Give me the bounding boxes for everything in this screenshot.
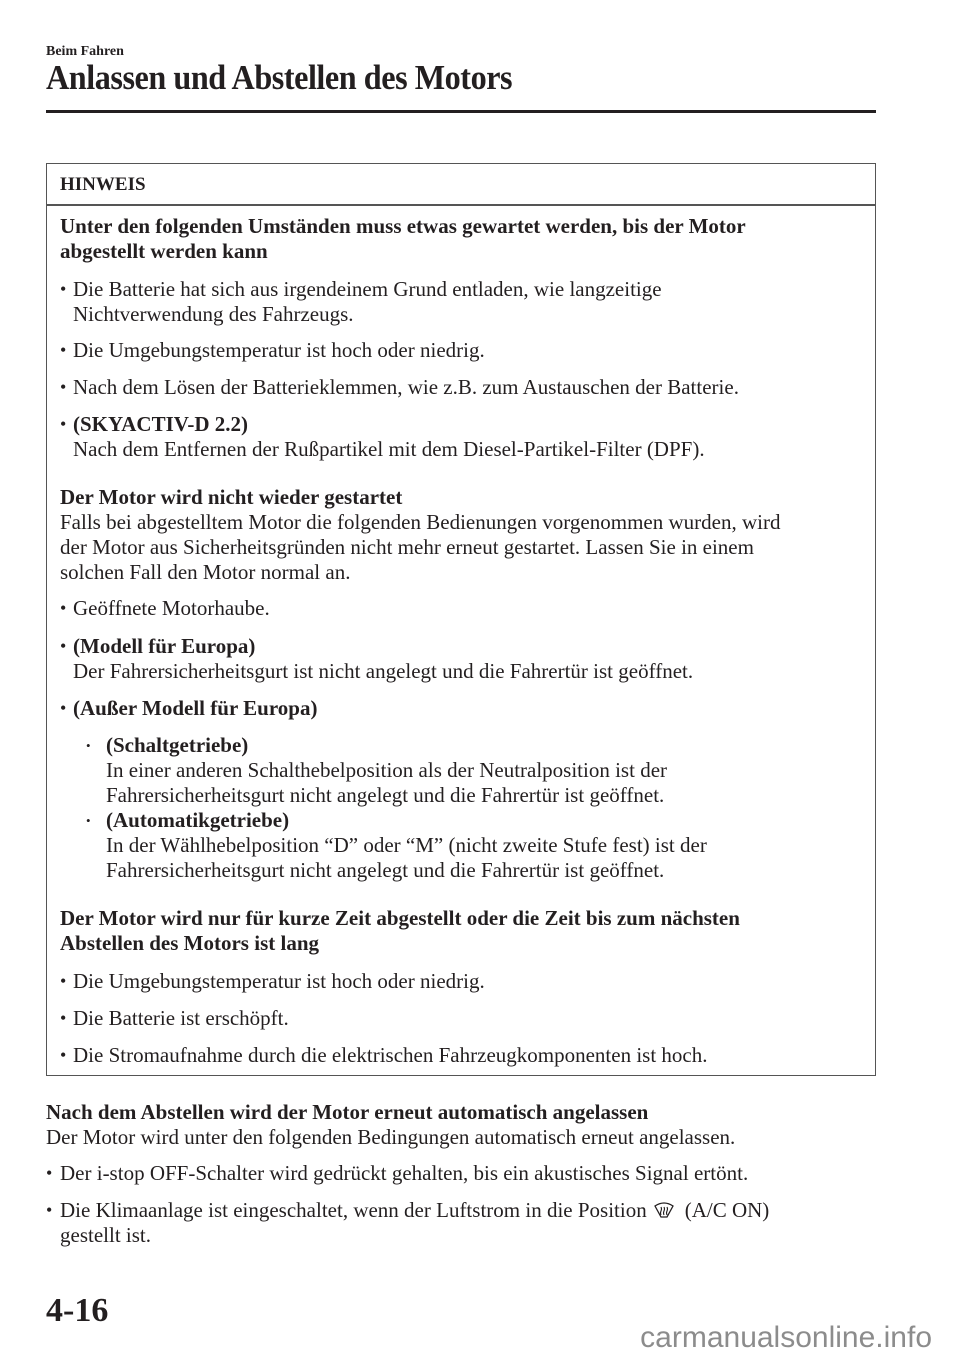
section-label: Beim Fahren (46, 44, 124, 59)
bullet-icon: • (60, 279, 67, 299)
restart-section (46, 1100, 735, 1150)
item-label: (Schaltgetriebe) (106, 733, 249, 757)
bullet-icon: • (60, 1045, 67, 1065)
list-item: Geöffnete Motorhaube. (73, 596, 270, 620)
list-item: Die Umgebungstemperatur ist hoch oder niedrig. (73, 338, 485, 362)
para-line: Falls bei abgestelltem Motor die folgenden Bedienungen vorgenommen wurden, wird (60, 510, 781, 534)
heading-line: Unter den folgenden Umständen muss etwas gewartet werden, bis der Motor (60, 214, 746, 238)
note-divider (46, 204, 876, 206)
list-item (60, 1198, 769, 1248)
item-line: Die Batterie hat sich aus irgendeinem Grund entladen, wie langzeitige (73, 277, 662, 301)
bullet-icon: • (46, 1163, 53, 1183)
bullet-icon: • (60, 340, 67, 360)
title-rule (46, 110, 876, 113)
watermark: carmanualsonline.info (640, 1321, 932, 1354)
list-item: Die Umgebungstemperatur ist hoch oder niedrig. (73, 969, 485, 993)
list-item: Der i-stop OFF-Schalter wird gedrückt gehalten, bis ein akustisches Signal ertönt. (60, 1161, 749, 1185)
bullet-icon: • (60, 971, 67, 991)
heading-line: Abstellen des Motors ist lang (60, 931, 319, 955)
page-number: 4-16 (46, 1292, 109, 1329)
list-item (73, 277, 662, 327)
sub-bullet-icon: • (86, 813, 91, 828)
note-heading-3 (60, 906, 740, 956)
windshield-defroster-icon (653, 1201, 675, 1219)
note-label: HINWEIS (60, 174, 146, 195)
page-title: Anlassen und Abstellen des Motors (46, 58, 513, 97)
item-text: (A/C ON) (684, 1198, 770, 1222)
heading-line: abgestellt werden kann (60, 239, 268, 263)
bullet-icon: • (60, 698, 67, 718)
list-item (73, 412, 705, 462)
list-item: (Außer Modell für Europa) (73, 696, 318, 720)
para-line: solchen Fall den Motor normal an. (60, 560, 351, 584)
bullet-icon: • (60, 636, 67, 656)
list-item: Nach dem Lösen der Batterieklemmen, wie z.B. zum Austauschen der Batterie. (73, 375, 739, 399)
sub-list-item (106, 808, 707, 883)
bullet-icon: • (46, 1200, 53, 1220)
note-section-2 (46, 485, 780, 585)
item-label: (Automatikgetriebe) (106, 808, 290, 832)
list-item: Die Batterie ist erschöpft. (73, 1006, 289, 1030)
item-line: Der Fahrersicherheitsgurt ist nicht angelegt und die Fahrertür ist geöffnet. (73, 659, 694, 683)
item-label: (Modell für Europa) (73, 634, 256, 658)
item-line: gestellt ist. (60, 1223, 151, 1247)
item-line: Fahrersicherheitsgurt nicht angelegt und die Fahrertür ist geöffnet. (106, 783, 665, 807)
item-line: Nach dem Entfernen der Rußpartikel mit dem Diesel-Partikel-Filter (DPF). (73, 437, 705, 461)
item-line: In einer anderen Schalthebelposition als der Neutralposition ist der (106, 758, 668, 782)
bullet-icon: • (60, 414, 67, 434)
item-text: Die Klimaanlage ist eingeschaltet, wenn der Luftstrom in die Position (60, 1198, 647, 1222)
bullet-icon: • (60, 377, 67, 397)
section-intro: Der Motor wird unter den folgenden Bedingungen automatisch erneut angelassen. (46, 1125, 736, 1149)
heading-line: Der Motor wird nicht wieder gestartet (60, 485, 403, 509)
sub-list-item (106, 733, 667, 808)
list-item (73, 634, 693, 684)
item-line: Nichtverwendung des Fahrzeugs. (73, 302, 354, 326)
item-line: Fahrersicherheitsgurt nicht angelegt und die Fahrertür ist geöffnet. (106, 858, 665, 882)
note-heading-1 (60, 214, 746, 264)
para-line: der Motor aus Sicherheitsgründen nicht mehr erneut gestartet. Lassen Sie in einem (60, 535, 754, 559)
section-heading: Nach dem Abstellen wird der Motor erneut automatisch angelassen (46, 1100, 649, 1124)
item-label: (SKYACTIV-D 2.2) (73, 412, 249, 436)
sub-bullet-icon: • (86, 738, 91, 753)
bullet-icon: • (60, 598, 67, 618)
item-line: In der Wählhebelposition “D” oder “M” (nicht zweite Stufe fest) ist der (106, 833, 707, 857)
list-item: Die Stromaufnahme durch die elektrischen Fahrzeugkomponenten ist hoch. (73, 1043, 708, 1067)
bullet-icon: • (60, 1008, 67, 1028)
heading-line: Der Motor wird nur für kurze Zeit abgestellt oder die Zeit bis zum nächsten (60, 906, 740, 930)
